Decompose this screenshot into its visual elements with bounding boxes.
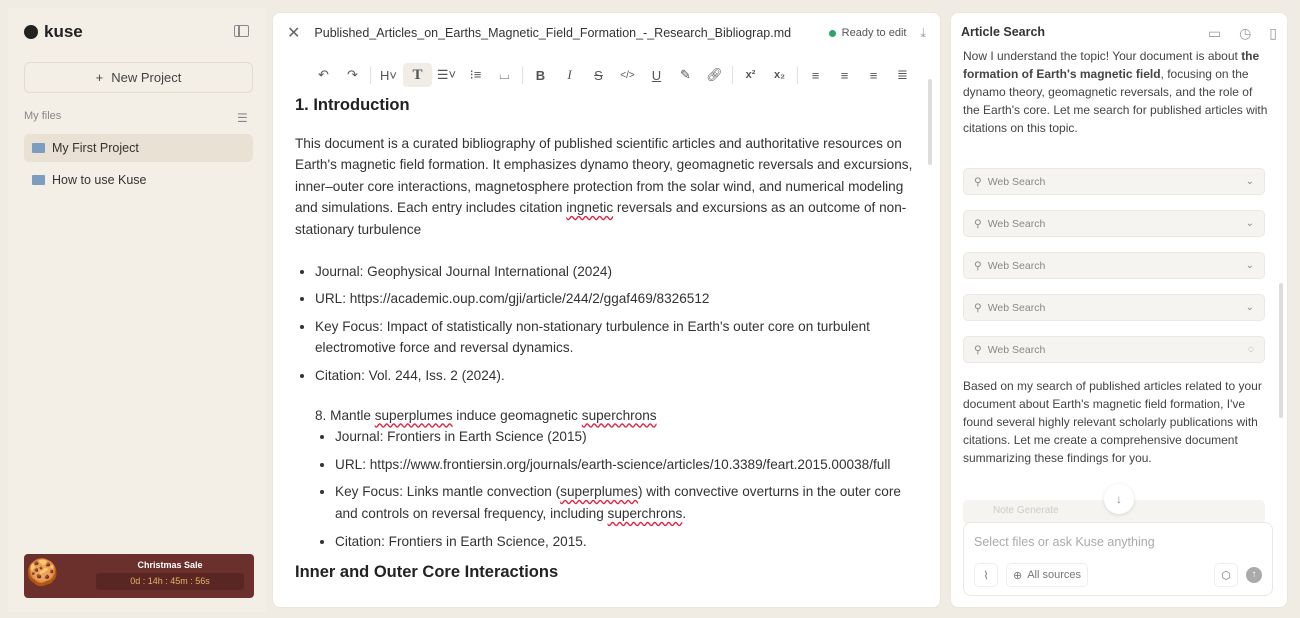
promo-title: Christmas Sale	[137, 560, 203, 570]
sidebar-toggle-icon[interactable]	[234, 25, 249, 37]
chevron-down-icon: ⌄	[1245, 302, 1254, 313]
search-icon: ⚲	[974, 217, 982, 230]
chevron-down-icon: ⌄	[1245, 176, 1254, 187]
editor-panel	[272, 12, 941, 608]
block-icon[interactable]: ⌴	[499, 67, 510, 82]
new-project-label: New Project	[111, 70, 182, 85]
status-badge	[829, 27, 907, 39]
plus-icon: +	[95, 70, 104, 85]
underline-icon[interactable]: U	[651, 67, 662, 83]
heading-icon[interactable]: H˅	[380, 67, 397, 83]
intro-paragraph: This document is a curated bibliography of published scientific articles and authoritative resources on Earth's magnetic field formation. It emphasizes dynamo theory, geomagnetic reversals and excursions, inner–outer core interactions, magnetosphere protection from the solar wind, and numerical modeling and simulations. Each entry includes citation ingnetic reversals and excursions as an outcome of non-stationary turbulence	[295, 135, 913, 237]
search-icon: ⚲	[974, 175, 982, 188]
status-text: Ready to edit	[841, 27, 907, 39]
download-icon[interactable]: ⤓	[920, 25, 926, 40]
web-search-step[interactable]: ⚲ Web Search ⌄	[963, 252, 1265, 279]
article-link[interactable]: https://academic.oup.com/gji/article/244/2/ggaf469/8326512	[349, 291, 710, 307]
highlight-icon[interactable]: ✎	[680, 67, 691, 82]
panel-toggle-icon[interactable]: ▯	[1269, 25, 1277, 41]
chat-scrollbar[interactable]	[1279, 283, 1283, 418]
justify-icon[interactable]: ≣	[897, 67, 908, 82]
gingerbread-icon: 🍪	[26, 557, 59, 587]
file-name: My First Project	[52, 141, 139, 155]
list-item: • Citation: Frontiers in Earth Science, 2015.	[335, 531, 915, 553]
chat-input[interactable]	[963, 522, 1273, 596]
strikethrough-icon[interactable]: S	[594, 67, 603, 83]
code-icon[interactable]: </>	[620, 69, 635, 81]
history-icon[interactable]: ◷	[1239, 25, 1252, 41]
brand-name: kuse	[44, 22, 83, 41]
text-icon[interactable]: T	[403, 63, 432, 87]
loading-icon: ◌	[1248, 344, 1254, 355]
chevron-down-icon: ⌄	[1245, 218, 1254, 229]
assistant-message: Based on my search of published articles related to your document about Earth's magnetic field formation, I've found several highly relevant scholarly publications with citations. Let me create a comprehensive document summarizing these findings for you.	[963, 379, 1262, 465]
list-icon[interactable]: ☰˅	[436, 67, 457, 82]
folder-icon	[32, 175, 45, 185]
article-link[interactable]: https://www.frontiersin.org/journals/earth-science/articles/10.3389/feart.2015.00038/full	[369, 456, 891, 472]
link-icon[interactable]: 🔗︎	[706, 67, 723, 82]
chevron-down-icon: ⌄	[1245, 260, 1254, 271]
promo-countdown: 0d : 14h : 45m : 56s	[96, 573, 244, 590]
undo-icon[interactable]: ↶	[318, 67, 329, 82]
new-project-button[interactable]	[24, 62, 253, 93]
attach-icon[interactable]: ⌇	[974, 563, 998, 587]
superscript-icon[interactable]: x²	[745, 69, 756, 81]
file-item[interactable]	[24, 134, 253, 162]
panel-title: Article Search	[961, 25, 1046, 39]
list-item: • Key Focus: Impact of statistically non-stationary turbulence in Earth's outer core on turbulent electromotive force and reversal dynamics.	[315, 316, 915, 359]
search-icon: ⚲	[974, 301, 982, 314]
align-left-icon[interactable]: ≡	[811, 67, 820, 83]
sources-button[interactable]: ⊕ All sources	[1006, 563, 1088, 587]
web-search-step[interactable]: ⚲ Web Search ◌	[963, 336, 1265, 363]
bold-icon[interactable]: B	[535, 67, 546, 83]
entry-list	[295, 261, 915, 387]
file-name: How to use Kuse	[52, 173, 147, 187]
list-item: • Journal: Frontiers in Earth Science (2015)	[335, 426, 915, 448]
scroll-down-button[interactable]: ↓	[1104, 484, 1134, 514]
web-search-step[interactable]: ⚲ Web Search ⌄	[963, 168, 1265, 195]
status-dot-icon	[829, 30, 836, 37]
subscript-icon[interactable]: x₂	[773, 69, 785, 81]
assistant-message: Now I understand the topic! Your document is about the formation of Earth's magnetic field, focusing on the dynamo theory, geomagnetic reversals, and the role of the Earth's core. Let me search for published articles with citations on this topic.	[963, 49, 1268, 135]
redo-icon[interactable]: ↷	[347, 67, 358, 82]
chat-panel	[950, 12, 1288, 608]
close-icon[interactable]: ✕	[287, 25, 301, 42]
entry-8: 8. Mantle superplumes induce geomagnetic superchrons • Journal: Frontiers in Earth Science (2015) • URL: https://www.frontiersin.org/journals/earth-science/articles/10.3389/feart.2015.00038/full • Key Focus: Links mantle convection (superplumes) with convective overturns in the outer core and controls on reversal frequency, including superchrons. • Citation: Frontiers in Earth Science, 2015.	[315, 405, 915, 553]
list-item: • Journal: Geophysical Journal International (2024)	[315, 261, 915, 283]
brand-logo[interactable]	[24, 22, 83, 42]
search-icon: ⚲	[974, 259, 982, 272]
section-heading: 1. Introduction	[295, 96, 410, 114]
note-generate-step[interactable]: Note Generate	[963, 500, 1265, 524]
format-toolbar	[309, 63, 917, 87]
sidebar	[8, 8, 266, 612]
cube-icon[interactable]: ⬡	[1214, 563, 1238, 587]
promo-banner[interactable]	[24, 554, 254, 598]
globe-icon: ⊕	[1013, 569, 1023, 582]
chat-placeholder: Select files or ask Kuse anything	[974, 535, 1155, 549]
list-item: • Citation: Vol. 244, Iss. 2 (2024).	[315, 365, 915, 387]
editor-scrollbar[interactable]	[928, 79, 932, 165]
my-files-label: My files	[24, 110, 62, 122]
search-icon: ⚲	[974, 343, 982, 356]
web-search-step[interactable]: ⚲ Web Search ⌄	[963, 294, 1265, 321]
list-item: • URL: https://www.frontiersin.org/journals/earth-science/articles/10.3389/feart.2015.00038/full	[335, 454, 915, 476]
list-item: • Key Focus: Links mantle convection (superplumes) with convective overturns in the outer core and controls on reversal frequency, including superchrons.	[335, 481, 915, 524]
italic-icon[interactable]: I	[567, 67, 572, 82]
logo-icon	[24, 25, 38, 39]
align-center-icon[interactable]: ≡	[840, 67, 849, 83]
new-chat-icon[interactable]: ▭	[1207, 25, 1222, 41]
section-heading: Inner and Outer Core Interactions	[295, 563, 559, 582]
document-content[interactable]	[295, 95, 915, 600]
list-item: • URL: https://academic.oup.com/gji/article/244/2/ggaf469/8326512	[315, 288, 915, 310]
file-title: Published_Articles_on_Earths_Magnetic_Field_Formation_-_Research_Bibliograp.md	[314, 26, 792, 40]
folder-icon	[32, 143, 45, 153]
sort-icon[interactable]: ☰	[237, 111, 248, 125]
file-item[interactable]	[24, 166, 253, 194]
send-button[interactable]: ↑	[1246, 567, 1262, 583]
align-right-icon[interactable]: ≡	[869, 67, 878, 83]
web-search-step[interactable]: ⚲ Web Search ⌄	[963, 210, 1265, 237]
ordered-list-icon[interactable]: ⁝≡	[469, 67, 482, 82]
